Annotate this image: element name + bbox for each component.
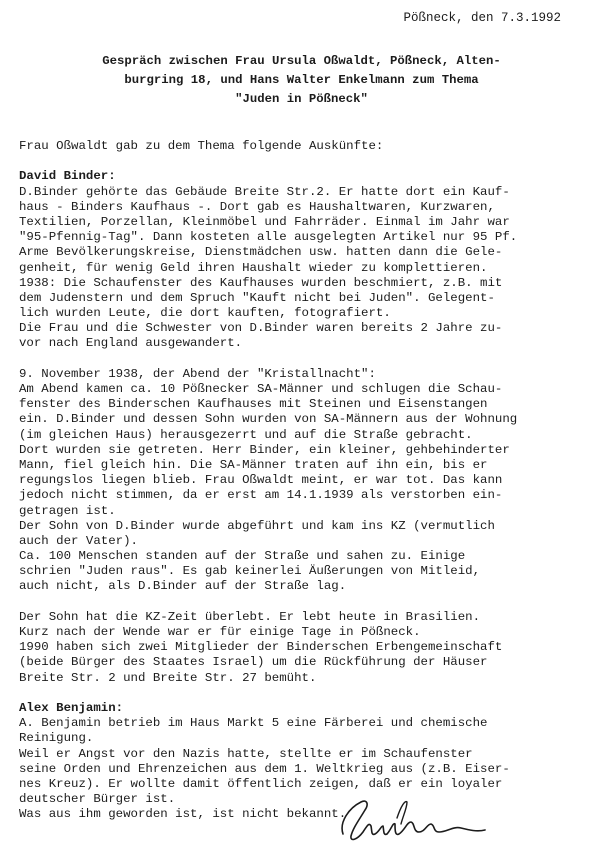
paragraph-gap [19,352,589,367]
text-line: A. Benjamin betrieb im Haus Markt 5 eine Färberei und chemische [19,716,488,731]
text-line: Der Sohn von D.Binder wurde abgeführt und kam ins KZ (vermutlich [19,518,495,533]
text-line: Weil er Angst vor den Nazis hatte, stellte er im Schaufenster [19,746,473,761]
text-line: vor nach England ausgewandert. [19,336,243,351]
text-line: Mann, fiel gleich hin. Die SA-Männer traten auf ihn ein, bis er [19,457,488,472]
subject-line: burgring 18, und Hans Walter Enkelmann zum Thema [124,73,479,87]
text-line: Ca. 100 Menschen standen auf der Straße und sahen zu. Einige [19,549,466,564]
text-line: (im gleichen Haus) herausgezerrt und auf die Straße gebracht. [19,427,473,442]
text-line: Der Sohn hat die KZ-Zeit überlebt. Er lebt heute in Brasilien. [19,609,481,624]
section-heading-benjamin: Alex Benjamin: [19,700,124,715]
text-line: fenster des Binderschen Kaufhauses mit Steinen und Eisenstangen [19,397,488,412]
subject-line: Gespräch zwischen Frau Ursula Oßwaldt, Pößneck, Alten- [102,54,501,68]
text-line: seine Orden und Ehrenzeichen aus dem 1. Weltkrieg aus (z.B. Eiser- [19,761,510,776]
text-line: haus - Binders Kaufhaus -. Dort gab es Haushaltwaren, Kurzwaren, [19,199,495,214]
text-line: lich wurden Leute, die dort kauften, fotografiert. [19,306,391,321]
text-line: dem Judenstern und dem Spruch "Kauft nicht bei Juden". Gelegent- [19,290,495,305]
text-line: auch der Vater). [19,533,138,548]
text-line: Dort wurden sie getreten. Herr Binder, ein kleiner, gehbehinderter [19,442,510,457]
text-line: getragen ist. [19,503,116,518]
text-line: 1990 haben sich zwei Mitglieder der Binderschen Erbengemeinschaft [19,640,503,655]
handwritten-signature [335,792,505,852]
text-line: 9. November 1938, der Abend der "Kristallnacht": [19,366,376,381]
text-line: "95-Pfennig-Tag". Dann kosteten alle ausgelegten Artikel nur 95 Pf. [19,230,518,245]
text-line: regungslos liegen blieb. Frau Oßwaldt meint, er war tot. Das kann [19,473,503,488]
intro-line: Frau Oßwaldt gab zu dem Thema folgende Auskünfte: [19,139,384,153]
dateline: Pößneck, den 7.3.1992 [403,11,561,25]
text-line: 1938: Die Schaufenster des Kaufhauses wurden beschmiert, z.B. mit [19,275,503,290]
text-line: genheit, für wenig Geld ihren Haushalt wieder zu komplettieren. [19,260,488,275]
text-line: auch nicht, als D.Binder auf der Straße lag. [19,579,347,594]
section-heading-binder: David Binder: [19,169,116,184]
signature-icon [335,792,505,852]
paragraph-gap [19,154,589,169]
text-line: Arme Bevölkerungskreise, Dienstmädchen usw. hatten dann die Gele- [19,245,503,260]
text-line: Textilien, Porzellan, Kleinmöbel und Fahrräder. Einmal im Jahr war [19,214,510,229]
text-line: Am Abend kamen ca. 10 Pößnecker SA-Männer und schlugen die Schau- [19,382,503,396]
text-line: Die Frau und die Schwester von D.Binder waren bereits 2 Jahre zu- [19,321,503,336]
text-line: ein. D.Binder und dessen Sohn wurden von SA-Männern aus der Wohnung [19,412,518,427]
text-line: Kurz nach der Wende war er für einige Tage in Pößneck. [19,625,421,639]
paragraph-gap [19,686,589,701]
text-line: schrien "Juden raus". Es gab keinerlei Äußerungen von Mitleid, [19,564,481,579]
subject-block [0,52,603,109]
paragraph-gap [19,595,589,610]
subject-line: "Juden in Pößneck" [235,92,368,106]
text-line: (beide Bürger des Staates Israel) um die Rückführung der Häuser [19,655,488,670]
text-line: nes Kreuz). Er wollte damit öffentlich zeigen, daß er ein loyaler [19,776,503,791]
text-line: D.Binder gehörte das Gebäude Breite Str.2. Er hatte dort ein Kauf- [19,184,510,199]
text-line: Reinigung. [19,731,94,746]
text-line: jedoch nicht stimmen, da er erst am 14.1.1939 als verstorben ein- [19,488,503,503]
text-line: Breite Str. 2 und Breite Str. 27 bemüht. [19,670,317,685]
text-line: Was aus ihm geworden ist, ist nicht bekannt. [19,807,347,822]
document-body [19,139,589,822]
text-line: deutscher Bürger ist. [19,792,176,807]
